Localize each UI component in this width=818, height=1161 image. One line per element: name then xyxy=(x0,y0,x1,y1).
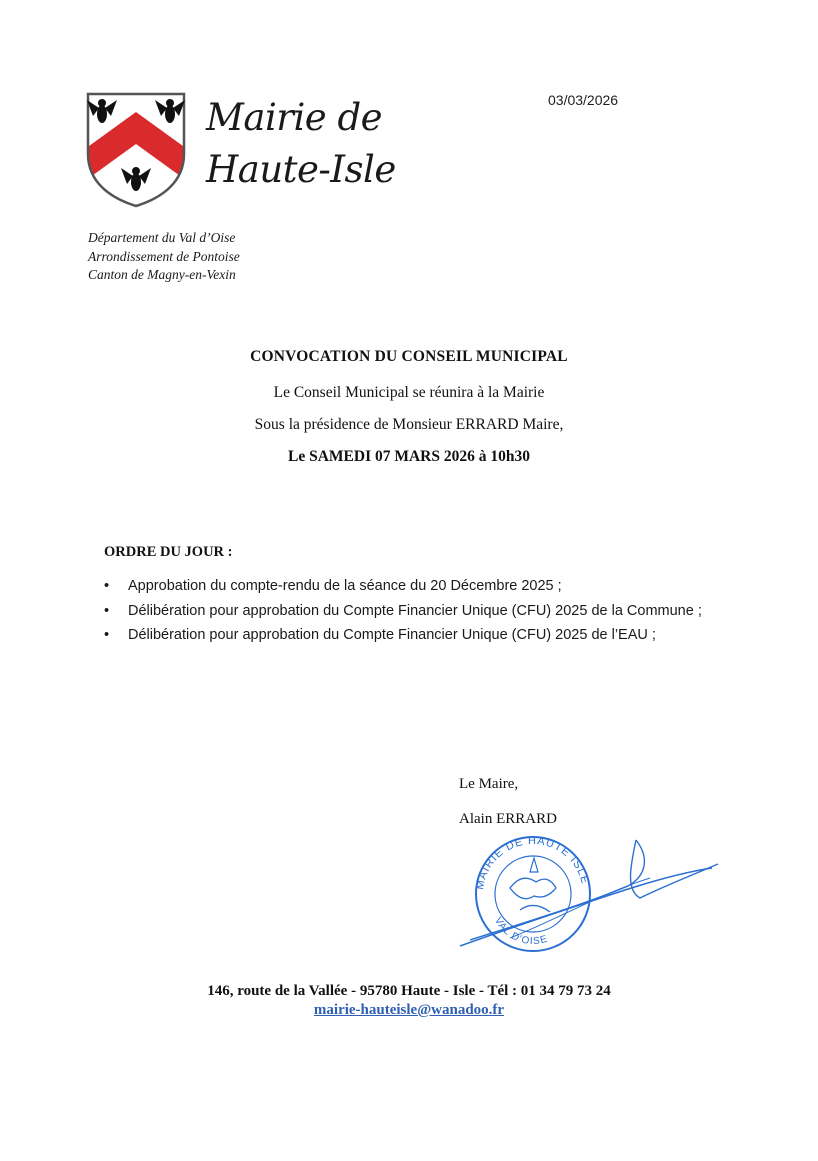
signature-role: Le Maire, xyxy=(459,776,519,792)
convocation-location: Le Conseil Municipal se réunira à la Mairie xyxy=(273,384,545,401)
bullet-icon: • xyxy=(104,578,110,594)
administrative-info xyxy=(88,229,240,285)
convocation-presidency: Sous la présidence de Monsieur ERRARD Maire, xyxy=(254,416,564,433)
coat-of-arms-icon xyxy=(84,90,188,208)
bullet-icon: • xyxy=(104,627,110,643)
page-title xyxy=(206,92,396,196)
agenda-item-text: Délibération pour approbation du Compte Financier Unique (CFU) 2025 de la Commune ; xyxy=(128,602,702,619)
footer-email-link[interactable]: mairie-hauteisle@wanadoo.fr xyxy=(313,1002,505,1018)
mairie-stamp-icon xyxy=(450,828,720,953)
agenda-item xyxy=(104,601,724,623)
agenda-item xyxy=(104,625,724,647)
convocation-title: CONVOCATION DU CONSEIL MUNICIPAL xyxy=(250,348,568,365)
department-line: Département du Val d’Oise xyxy=(88,230,236,245)
agenda-item xyxy=(104,576,724,598)
stamp-top-text: MAIRIE DE HAUTE ISLE xyxy=(474,834,592,891)
title-line-2: Haute-Isle xyxy=(206,148,396,191)
document-date: 03/03/2026 xyxy=(548,92,619,108)
agenda-item-text: Approbation du compte-rendu de la séance du 20 Décembre 2025 ; xyxy=(128,578,562,594)
title-line-1: Mairie de xyxy=(206,96,383,139)
bullet-icon: • xyxy=(104,602,110,619)
agenda-heading: ORDRE DU JOUR : xyxy=(104,544,233,560)
agenda-item-text: Délibération pour approbation du Compte Financier Unique (CFU) 2025 de l’EAU ; xyxy=(128,627,656,643)
agenda-list xyxy=(104,576,724,650)
footer-address: 146, route de la Vallée - 95780 Haute - Isle - Tél : 01 34 79 73 24 xyxy=(207,983,611,999)
convocation-date: Le SAMEDI 07 MARS 2026 à 10h30 xyxy=(288,448,530,465)
arrondissement-line: Arrondissement de Pontoise xyxy=(88,248,240,264)
stamp-bottom-text: VAL D'OISE xyxy=(492,915,550,948)
signature-name: Alain ERRARD xyxy=(459,811,557,827)
canton-line: Canton de Magny-en-Vexin xyxy=(88,267,236,282)
